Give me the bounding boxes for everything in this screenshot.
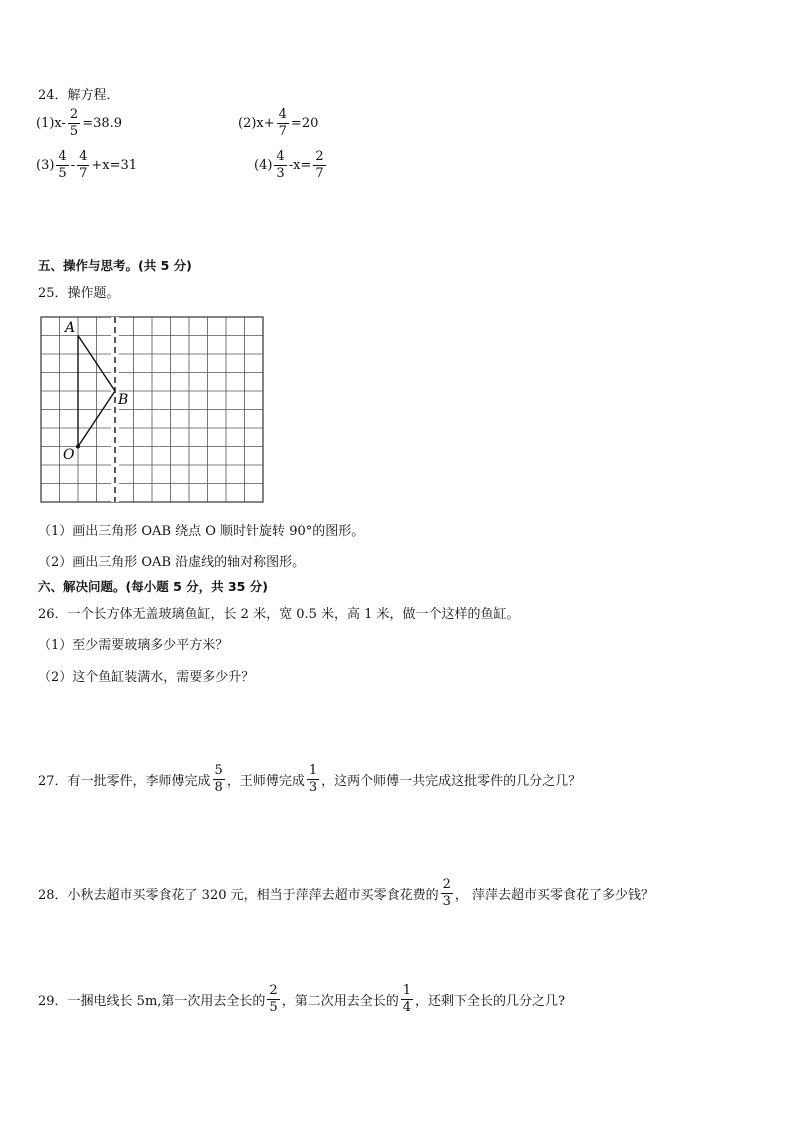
- eq3-operator: -: [70, 157, 76, 173]
- q28-denominator: 3: [442, 893, 451, 909]
- q27-f2-numerator: 1: [308, 763, 318, 778]
- eq3-denominator-1: 5: [58, 165, 67, 181]
- eq1-prefix: (1)x-: [36, 115, 66, 131]
- q27-text-3: ，这两个师傅一共完成这批零件的几分之几？: [321, 773, 582, 789]
- eq2-fraction: [277, 108, 289, 138]
- eq1-denominator: 5: [69, 123, 79, 139]
- eq3-numerator-2: 4: [79, 149, 88, 164]
- section-6-heading: 六、解决问题。(每小题 5 分，共 35 分): [38, 579, 268, 594]
- q27-f1-numerator: 5: [214, 763, 223, 778]
- eq4-fraction-1: [274, 150, 286, 180]
- eq4-prefix: (4): [254, 157, 273, 173]
- q27-fraction-1: [213, 764, 225, 794]
- q29-f1-numerator: 2: [269, 983, 278, 998]
- label-b: B: [118, 392, 129, 408]
- eq2-suffix: =20: [290, 115, 319, 131]
- grid-lines: [41, 317, 263, 502]
- section-5-heading: 五、操作与思考。(共 5 分): [38, 258, 192, 273]
- q27-f2-denominator: 3: [308, 779, 318, 795]
- q28-text-1: 28．小秋去超市买零食花了 320 元，相当于萍萍去超市买零食花费的: [38, 887, 439, 903]
- q27-text-2: ，王师傅完成: [226, 773, 305, 789]
- eq3-denominator-2: 7: [79, 165, 88, 181]
- q26-subquestion-2: （2）这个鱼缸装满水，需要多少升？: [38, 670, 255, 685]
- q24-title: 24．解方程．: [38, 88, 120, 103]
- eq3-fraction-1: [56, 150, 68, 180]
- q24-equation-2: [238, 108, 318, 138]
- eq4-denominator-2: 7: [315, 165, 324, 181]
- q27-question: [38, 764, 581, 794]
- eq1-suffix: =38.9: [82, 115, 123, 131]
- label-o: O: [63, 447, 75, 463]
- q28-fraction: [441, 878, 453, 908]
- eq1-numerator: 2: [69, 107, 79, 122]
- q29-text-1: 29．一捆电线长 5m,第一次用去全长的: [38, 993, 266, 1009]
- q29-fraction-2: [401, 984, 413, 1014]
- q26-title: 26．一个长方体无盖玻璃鱼缸，长 2 米，宽 0.5 米，高 1 米，做一个这样的鱼缸。: [38, 607, 520, 622]
- q29-question: [38, 984, 565, 1014]
- q25-subquestion-2: （2）画出三角形 OAB 沿虚线的轴对称图形。: [38, 555, 306, 570]
- q28-text-2: ， 萍萍去超市买零食花了多少钱？: [454, 887, 655, 903]
- eq2-denominator: 7: [278, 123, 287, 139]
- q29-text-3: ，还剩下全长的几分之几?: [414, 993, 565, 1009]
- q25-title: 25．操作题。: [38, 286, 120, 301]
- q24-equation-4: [254, 150, 328, 180]
- q27-f1-denominator: 8: [214, 779, 223, 795]
- q28-question: [38, 878, 654, 908]
- q27-text-1: 27．有一批零件，李师傅完成: [38, 773, 211, 789]
- eq3-suffix: +x=31: [91, 157, 138, 173]
- q24-equation-3: [36, 150, 137, 180]
- eq3-fraction-2: [77, 150, 89, 180]
- eq1-fraction: [68, 108, 80, 138]
- eq3-numerator-1: 4: [58, 149, 67, 164]
- point-o-dot: [76, 445, 80, 449]
- q29-text-2: ，第二次用去全长的: [281, 993, 399, 1009]
- q24-equation-1: [36, 108, 122, 138]
- q26-subquestion-1: （1）至少需要玻璃多少平方米？: [38, 638, 229, 653]
- q29-fraction-1: [267, 984, 279, 1014]
- eq2-numerator: 4: [278, 107, 287, 122]
- eq4-numerator-1: 4: [276, 149, 285, 164]
- eq2-prefix: (2)x+: [238, 115, 275, 131]
- q25-subquestion-1: （1）画出三角形 OAB 绕点 O 顺时针旋转 90°的图形。: [38, 524, 365, 539]
- eq4-denominator-1: 3: [276, 165, 285, 181]
- q28-numerator: 2: [442, 877, 451, 892]
- eq4-operator: -x=: [288, 157, 312, 173]
- q27-fraction-2: [307, 764, 319, 794]
- eq4-numerator-2: 2: [315, 149, 324, 164]
- q29-f2-numerator: 1: [402, 983, 411, 998]
- q25-grid-figure: [38, 314, 268, 504]
- eq4-fraction-2: [313, 150, 325, 180]
- q29-f2-denominator: 4: [402, 999, 411, 1015]
- q29-f1-denominator: 5: [269, 999, 278, 1015]
- label-a: A: [65, 320, 76, 336]
- eq3-prefix: (3): [36, 157, 55, 173]
